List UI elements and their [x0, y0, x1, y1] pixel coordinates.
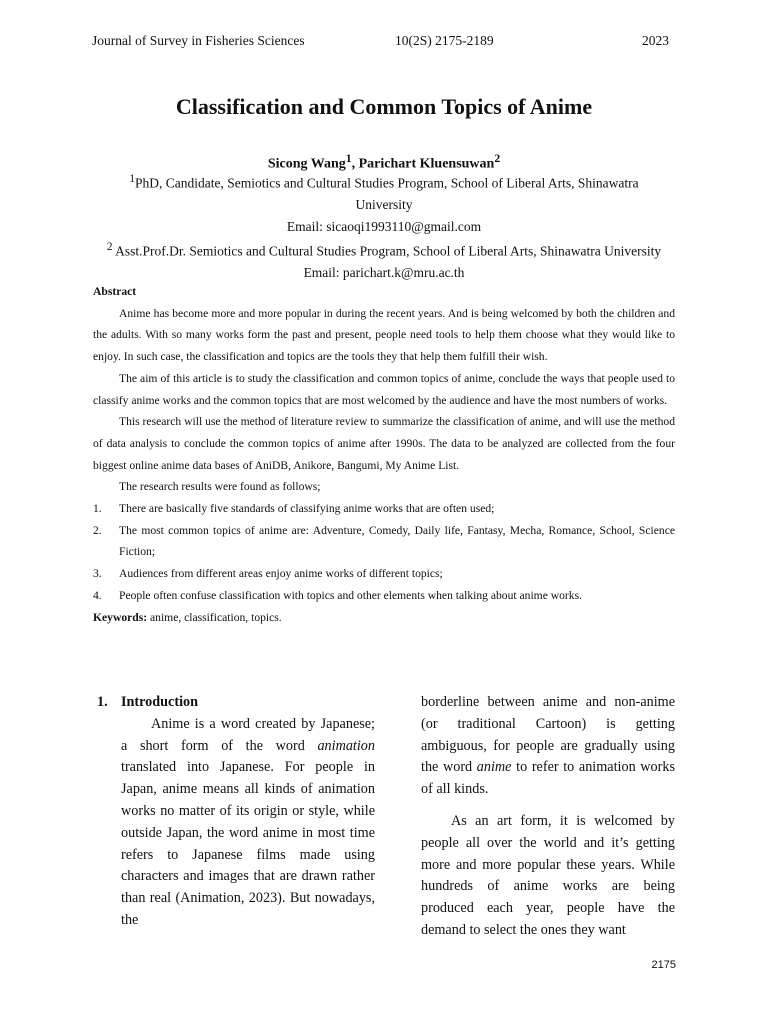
- journal-name: Journal of Survey in Fisheries Sciences: [92, 33, 305, 48]
- paper-title: Classification and Common Topics of Anime: [175, 94, 593, 119]
- right-column: [421, 692, 675, 942]
- result-item: [93, 585, 675, 607]
- result-text: There are basically five standards of classifying anime works that are often used;: [119, 502, 495, 516]
- text-run: to refer to animation works of all kinds.: [421, 759, 675, 798]
- result-text: Audiences from different areas enjoy anime works of different topics;: [119, 567, 443, 581]
- left-column: [121, 692, 375, 932]
- author-2: Parichart Kluensuwan: [358, 156, 495, 172]
- keywords-text: anime, classification, topics.: [147, 610, 282, 624]
- volume-pages: 10(2S) 2175-2189: [395, 33, 494, 48]
- italic-term: animation: [317, 737, 375, 754]
- affiliation-2: [80, 237, 688, 262]
- affiliation-2-mark: 2: [106, 241, 113, 253]
- section-title: Introduction: [121, 694, 198, 710]
- result-item: [93, 563, 675, 585]
- author-1-affiliation-mark: 1: [345, 152, 352, 165]
- author-1: Sicong Wang: [267, 156, 346, 172]
- italic-term: anime: [476, 759, 512, 776]
- author-2-affiliation-mark: 2: [494, 152, 501, 165]
- affiliations: [80, 169, 688, 284]
- affiliation-1-cont: University: [355, 197, 413, 212]
- result-number: 2.: [93, 523, 102, 537]
- email-1: Email: sicaoqi1993110@gmail.com: [286, 218, 482, 234]
- abstract-heading: Abstract: [93, 285, 137, 298]
- text-run: borderline between anime and non-anime (or traditional Cartoon) is getting ambiguous, for people are gradually using the word: [421, 694, 675, 776]
- abstract-section: [93, 281, 675, 628]
- abstract-paragraph-3: This research will use the method of literature review to summarize the classification of anime, and will use the method of data analysis to conclude the common topics of anime after 1990s. The data to be analyzed are collected from the four biggest online anime data bases of AniDB, Anikore, Bangumi, My Anime List.: [93, 415, 675, 472]
- text-run: Anime is a word created by Japanese; a short form of the word: [121, 715, 375, 754]
- section-number: 1.: [97, 694, 108, 710]
- intro-paragraph-1-cont: [421, 692, 675, 801]
- keywords-line: [93, 607, 675, 629]
- text-run: translated into Japanese. For people in Japan, anime means all kinds of animation works no matter of its origin or style, while outside Japan, the word anime in most time refers to Japanese films made using characters and images that are drawn rather than real (Animation, 2023). But nowadays, the: [121, 759, 375, 928]
- keywords-label: Keywords:: [93, 610, 148, 624]
- affiliation-2-text: Asst.Prof.Dr. Semiotics and Cultural Studies Program, School of Liberal Arts, Shinawatra University: [112, 243, 662, 259]
- page-number: 2175: [651, 959, 676, 971]
- abstract-paragraph-4: The research results were found as follows;: [119, 480, 321, 494]
- abstract-paragraph-2: The aim of this article is to study the classification and common topics of anime, conclude the ways that people used to classify anime works and the common topics that are most welcomed by the audience and have the most numbers of works.: [93, 371, 675, 407]
- running-header: [92, 33, 669, 51]
- result-number: 3.: [93, 567, 102, 581]
- affiliation-1: [80, 169, 688, 194]
- publication-year: 2023: [642, 33, 669, 48]
- affiliation-1-text: PhD, Candidate, Semiotics and Cultural Studies Program, School of Liberal Arts, Shinawatra: [135, 175, 639, 191]
- result-number: 4.: [93, 588, 102, 602]
- result-text: People often confuse classification with topics and other elements when talking about anime works.: [119, 588, 582, 602]
- intro-paragraph-1: [121, 714, 375, 932]
- affiliation-1-mark: 1: [129, 173, 136, 185]
- email-2: Email: parichart.k@mru.ac.th: [303, 265, 465, 280]
- result-number: 1.: [93, 502, 102, 516]
- abstract-paragraph-1: Anime has become more and more popular in during the recent years. And is being welcomed by both the children and the adults. With so many works form the past and present, people need tools to help them choose what they would like to enjoy. In such case, the classification and topics are the tools they that help them fulfill their wish.: [93, 306, 675, 364]
- result-item: [93, 498, 675, 520]
- author-separator: ,: [351, 156, 359, 172]
- intro-paragraph-2: As an art form, it is welcomed by people all over the world and it’s getting more and more popular these years. While hundreds of anime works are being produced each year, people have the demand to select the ones they want: [421, 812, 675, 938]
- result-text: The most common topics of anime are: Adventure, Comedy, Daily life, Fantasy, Mecha, Romance, School, Science Fiction;: [119, 523, 675, 559]
- result-item: [93, 520, 675, 563]
